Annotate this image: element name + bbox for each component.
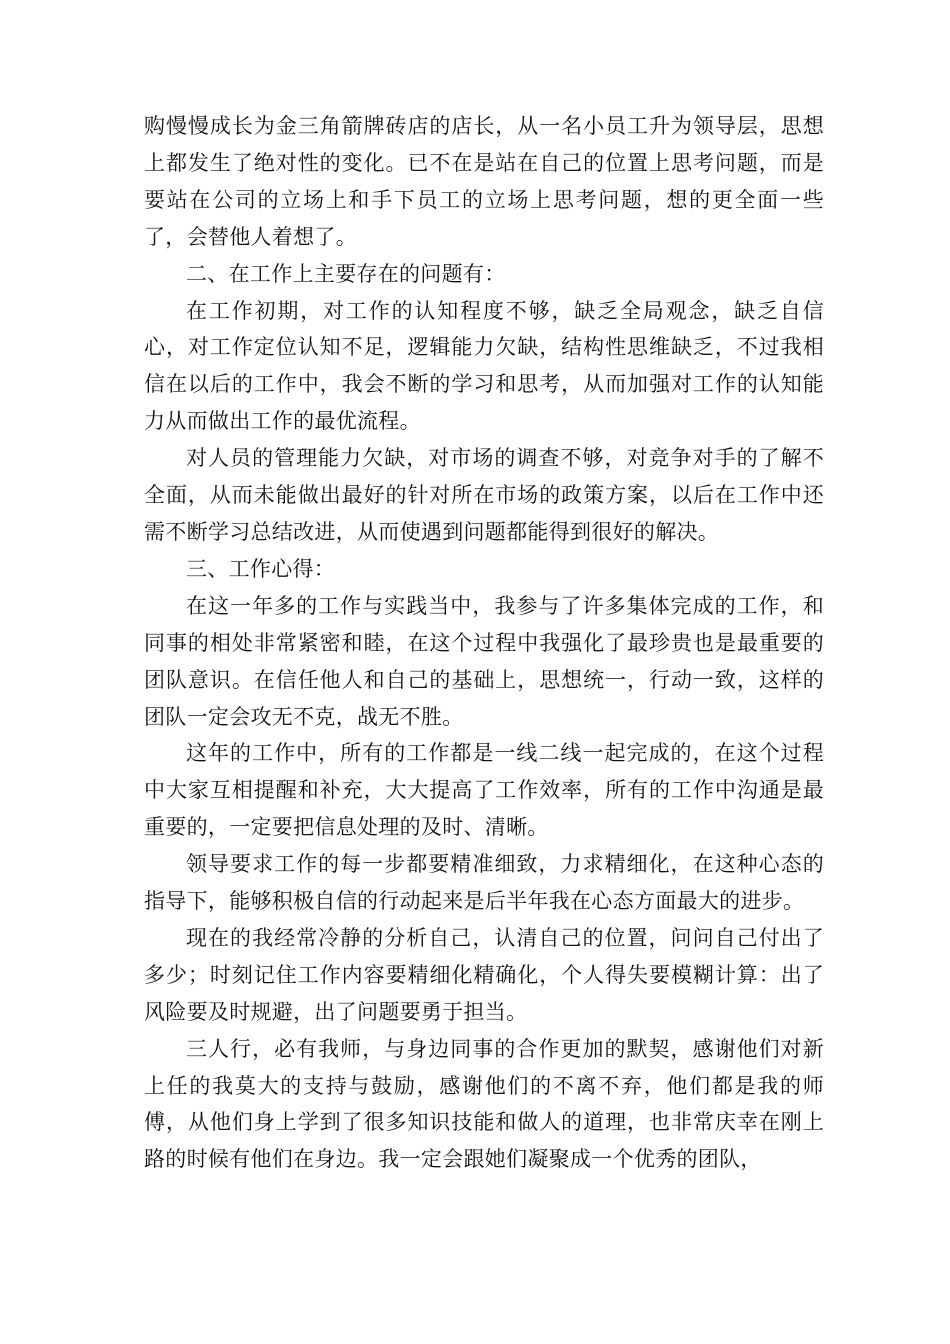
paragraph-insights-1: 在这一年多的工作与实践当中，我参与了许多集体完成的工作，和同事的相处非常紧密和睦，在这个过程中我强化了最珍贵也是最重要的团队意识。在信任他人和自己的基础上，思想统一，行动一致，这样的团队一定会攻无不克，战无不胜。 <box>144 593 824 729</box>
paragraph-insights-3: 领导要求工作的每一步都要精准细致，力求精细化，在这种心态的指导下，能够积极自信的行动起来是后半年我在心态方面最大的进步。 <box>144 852 824 914</box>
paragraph-insights-2: 这年的工作中，所有的工作都是一线二线一起完成的，在这个过程中大家互相提醒和补充，大大提高了工作效率，所有的工作中沟通是最重要的，一定要把信息处理的及时、清晰。 <box>144 741 824 840</box>
section-heading-insights: 三、工作心得： <box>186 556 336 581</box>
paragraph-problems-1: 在工作初期，对工作的认知程度不够，缺乏全局观念，缺乏自信心，对工作定位认知不足，逻辑能力欠缺，结构性思维缺乏，不过我相信在以后的工作中，我会不断的学习和思考，从而加强对工作的认知能力从而做出工作的最优流程。 <box>144 298 824 434</box>
paragraph-insights-4: 现在的我经常冷静的分析自己，认清自己的位置，问问自己付出了多少；时刻记住工作内容要精细化精确化，个人得失要模糊计算：出了风险要及时规避，出了问题要勇于担当。 <box>144 925 824 1024</box>
paragraph-continuation: 购慢慢成长为金三角箭牌砖店的店长，从一名小员工升为领导层，思想上都发生了绝对性的变化。已不在是站在自己的位置上思考问题，而是要站在公司的立场上和手下员工的立场上思考问题，想的更全面一些了，会替他人着想了。 <box>144 114 824 249</box>
paragraph-insights-5: 三人行，必有我师，与身边同事的合作更加的默契，感谢他们对新上任的我莫大的支持与鼓励，感谢他们的不离不弃，他们都是我的师傅，从他们身上学到了很多知识技能和做人的道理，也非常庆幸在刚上路的时候有他们在身边。我一定会跟她们凝聚成一个优秀的团队， <box>144 1036 824 1172</box>
paragraph-problems-2: 对人员的管理能力欠缺，对市场的调查不够，对竞争对手的了解不全面，从而未能做出最好的针对所在市场的政策方案，以后在工作中还需不断学习总结改进，从而使遇到问题都能得到很好的解决。 <box>144 446 824 544</box>
document-body <box>144 108 824 1178</box>
section-heading-problems: 二、在工作上主要存在的问题有： <box>186 261 506 286</box>
